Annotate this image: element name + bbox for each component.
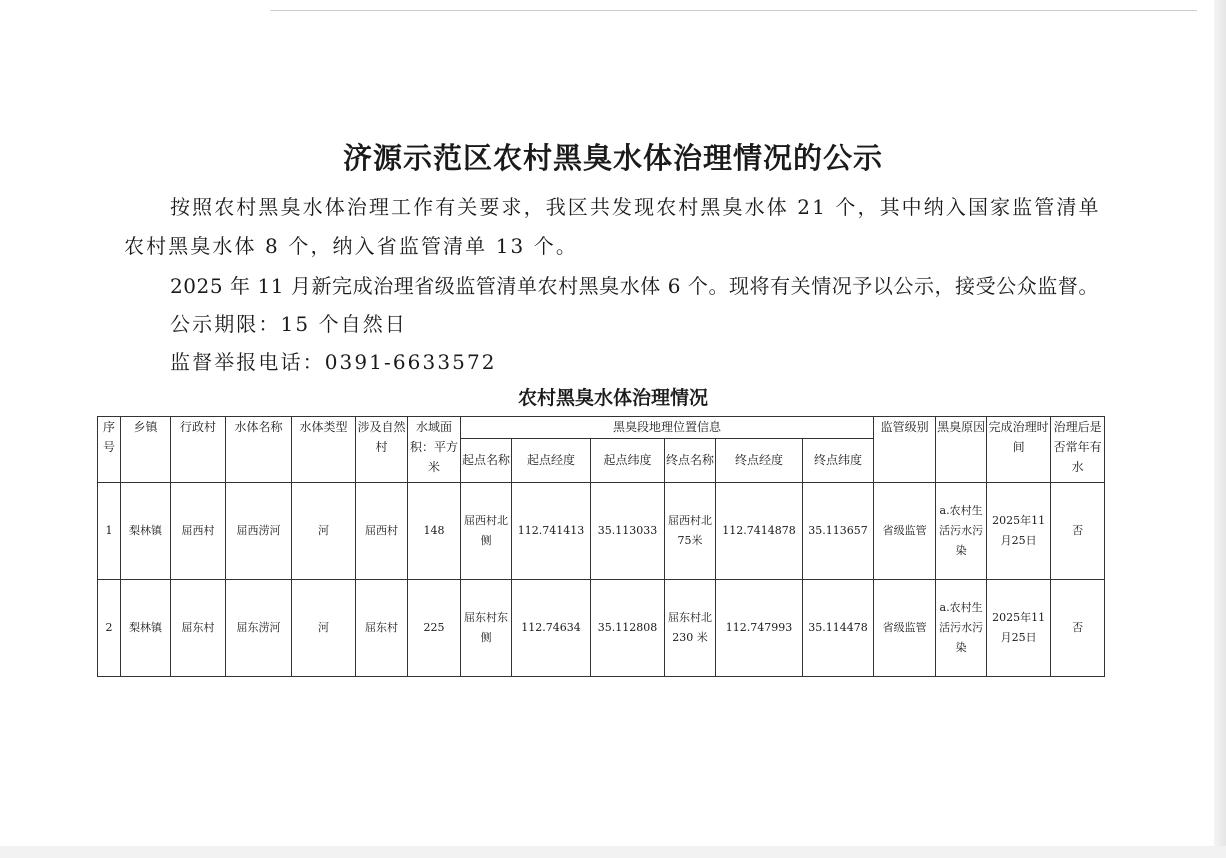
- cell-water-type: 河: [292, 483, 356, 580]
- cell-end-name: 屈西村北75米: [665, 483, 716, 580]
- governance-table: [97, 416, 1105, 677]
- table-row: [98, 580, 1105, 677]
- header-village: 行政村: [171, 417, 226, 483]
- cell-start-lat: 35.112808: [591, 580, 665, 677]
- cell-cause: a.农村生活污水污染: [936, 580, 987, 677]
- header-cause: 黑臭原因: [936, 417, 987, 483]
- paragraph-2: 2025 年 11 月新完成治理省级监管清单农村黑臭水体 6 个。现将有关情况予以公示，接受公众监督。: [170, 274, 1099, 298]
- paragraph-1-line-1: 按照农村黑臭水体治理工作有关要求，我区共发现农村黑臭水体 21 个，其中纳入国家监管清单: [170, 195, 1101, 219]
- cell-done-time: 2025年11月25日: [987, 580, 1051, 677]
- cell-water-name: 屈东涝河: [226, 580, 292, 677]
- header-water-name: 水体名称: [226, 417, 292, 483]
- cell-has-water: 否: [1051, 580, 1105, 677]
- cell-start-lon: 112.74634: [512, 580, 591, 677]
- header-level: 监管级别: [874, 417, 936, 483]
- cell-village: 屈西村: [171, 483, 226, 580]
- header-seq: 序号: [98, 417, 121, 483]
- cell-has-water: 否: [1051, 483, 1105, 580]
- cell-done-time: 2025年11月25日: [987, 483, 1051, 580]
- cell-water-name: 屈西涝河: [226, 483, 292, 580]
- cell-seq: 1: [98, 483, 121, 580]
- header-end-name: 终点名称: [665, 439, 716, 483]
- cell-start-name: 屈西村北侧: [461, 483, 512, 580]
- cell-end-lat: 35.114478: [803, 580, 874, 677]
- header-area: 水域面积：平方米: [408, 417, 461, 483]
- cell-natural-village: 屈西村: [356, 483, 408, 580]
- cell-start-name: 屈东村东侧: [461, 580, 512, 677]
- cell-village: 屈东村: [171, 580, 226, 677]
- document-title: 济源示范区农村黑臭水体治理情况的公示: [342, 141, 883, 175]
- cell-start-lat: 35.113033: [591, 483, 665, 580]
- header-town: 乡镇: [121, 417, 171, 483]
- table-row: [98, 483, 1105, 580]
- cell-end-name: 屈东村北 230 米: [665, 580, 716, 677]
- cell-level: 省级监管: [874, 483, 936, 580]
- report-hotline: 监督举报电话：0391-6633572: [170, 350, 497, 374]
- cell-area: 225: [408, 580, 461, 677]
- header-done-time: 完成治理时间: [987, 417, 1051, 483]
- cell-cause: a.农村生活污水污染: [936, 483, 987, 580]
- page-bottom-edge: [0, 846, 1226, 858]
- header-end-lat: 终点纬度: [803, 439, 874, 483]
- header-start-name: 起点名称: [461, 439, 512, 483]
- cell-town: 梨林镇: [121, 483, 171, 580]
- cell-seq: 2: [98, 580, 121, 677]
- cell-area: 148: [408, 483, 461, 580]
- header-has-water: 治理后是否常年有水: [1051, 417, 1105, 483]
- header-location-group: 黑臭段地理位置信息: [461, 417, 874, 439]
- cell-end-lat: 35.113657: [803, 483, 874, 580]
- notice-period: 公示期限：15 个自然日: [170, 312, 408, 336]
- page-right-edge: [1214, 0, 1226, 858]
- cell-start-lon: 112.741413: [512, 483, 591, 580]
- cell-natural-village: 屈东村: [356, 580, 408, 677]
- header-start-lat: 起点纬度: [591, 439, 665, 483]
- header-end-lon: 终点经度: [716, 439, 803, 483]
- cell-water-type: 河: [292, 580, 356, 677]
- top-rule: [270, 10, 1197, 11]
- header-start-lon: 起点经度: [512, 439, 591, 483]
- header-water-type: 水体类型: [292, 417, 356, 483]
- header-natural-village: 涉及自然村: [356, 417, 408, 483]
- cell-town: 梨林镇: [121, 580, 171, 677]
- table-title: 农村黑臭水体治理情况: [517, 387, 708, 409]
- paragraph-1-line-2: 农村黑臭水体 8 个，纳入省监管清单 13 个。: [124, 234, 579, 258]
- cell-end-lon: 112.747993: [716, 580, 803, 677]
- cell-end-lon: 112.7414878: [716, 483, 803, 580]
- cell-level: 省级监管: [874, 580, 936, 677]
